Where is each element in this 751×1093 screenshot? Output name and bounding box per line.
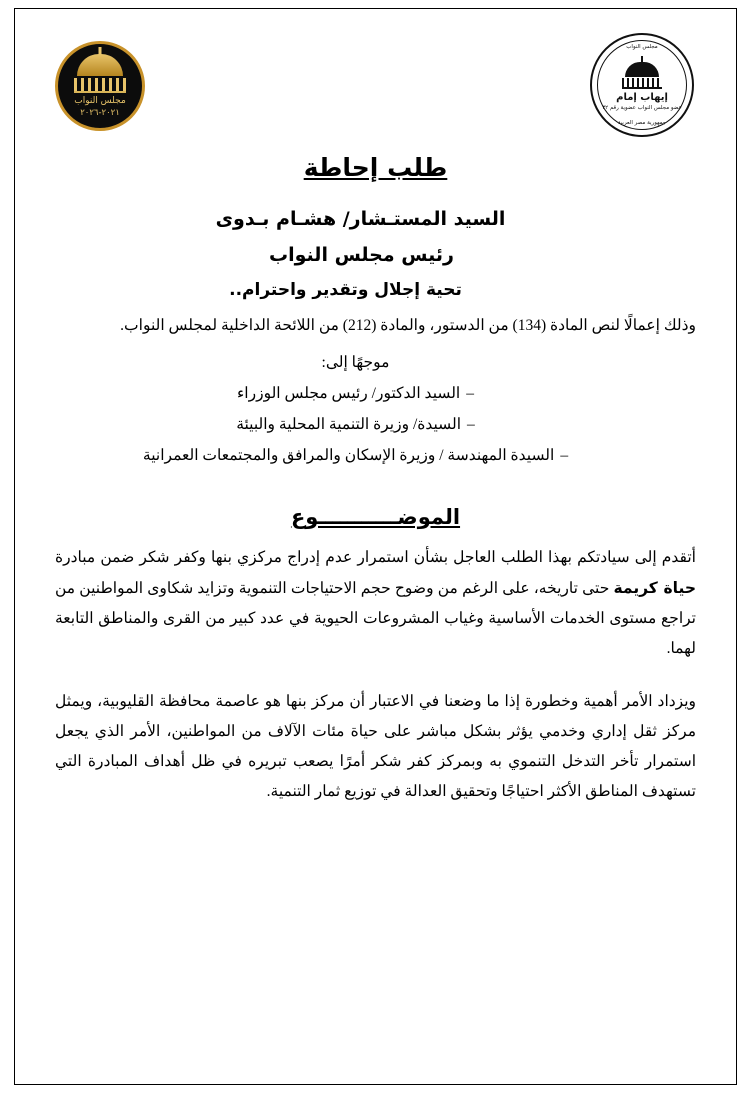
subject-heading: الموضـــــــــــوع	[290, 504, 461, 529]
member-stamp-seal-icon	[590, 33, 694, 137]
columns-shape	[622, 78, 662, 89]
body-paragraph-1	[55, 543, 696, 665]
dome-shape	[77, 54, 123, 76]
page-title: طلب إحاطة	[303, 153, 448, 182]
columns-shape	[74, 78, 126, 93]
seal-left-line1: مجلس النواب	[74, 96, 126, 106]
bullet-dash-icon: –	[467, 415, 475, 433]
parliament-gold-seal-icon	[55, 41, 145, 131]
document-header	[55, 31, 696, 137]
dome-shape	[625, 62, 659, 77]
bullet-dash-icon: –	[560, 446, 569, 464]
document-page	[14, 8, 737, 1085]
greeting-line: تحية إجلال وتقدير واحترام..	[229, 280, 462, 300]
document-content	[15, 9, 736, 1084]
paragraph-1-part-b: حتى تاريخه، على الرغم من وضوح حجم الاحتياجات التنموية وتزايد شكاوى المواطنين من تراجع مستوى الخدمات الأساسية وغياب المشروعات الحيوية في عدد كبير من القرى والمناطق التابعة لهما.	[55, 579, 696, 658]
bullet-dash-icon: –	[466, 384, 474, 402]
recipient-label: السيد الدكتور/ رئيس مجلس الوزراء	[237, 384, 461, 402]
seal-right-sub-lines: عضو مجلس النواب عضوية رقم ٣٢	[602, 105, 682, 112]
legal-reference-text: وذلك إعمالًا لنص المادة (134) من الدستور، والمادة (212) من اللائحة الداخلية لمجلس النواب.	[120, 317, 696, 334]
recipient-label: السيدة المهندسة / وزيرة الإسكان والمرافق والمجتمعات العمرانية	[142, 446, 555, 464]
recipient-label: السيدة/ وزيرة التنمية المحلية والبيئة	[236, 415, 462, 433]
addressee-line-1: السيد المستـشار/ هشـام بـدوى	[215, 208, 506, 230]
seal-right-ring-bottom: جمهورية مصر العربية	[617, 120, 667, 126]
seal-right-member-name: إيهاب إمام	[616, 92, 668, 104]
directed-to-label: موجهًا إلى:	[321, 353, 390, 371]
paragraph-1-part-a: أتقدم إلى سيادتكم بهذا الطلب العاجل بشأن استمرار عدم إدراج مركزي بنها وكفر شكر ضمن مبادرة	[55, 548, 696, 566]
addressee-block	[55, 208, 696, 300]
list-item	[55, 378, 696, 409]
seal-right-ring-top: مجلس النواب	[626, 44, 658, 50]
recipients-list	[55, 378, 696, 471]
addressee-line-2: رئيس مجلس النواب	[269, 244, 454, 266]
seal-left-line2: ٢٠٢١-٢٠٢٦	[80, 108, 120, 118]
list-item	[55, 440, 696, 471]
paragraph-1-bold-term: حياة كريمة	[613, 578, 696, 597]
list-item	[55, 409, 696, 440]
body-paragraph-2: ويزداد الأمر أهمية وخطورة إذا ما وضعنا في الاعتبار أن مركز بنها هو عاصمة محافظة القليوبية، ويمثل مركز ثقل إداري وخدمي يؤثر بشكل مباشر على حياة مئات الآلاف من المواطنين، الأمر الذي يجعل استمرار تأخر التدخل التنموي به وبمركز كفر شكر أمرًا يصعب تبريره في ظل أهداف المبادرة التي تستهدف المناطق الأكثر احتياجًا وتحقيق العدالة في توزيع ثمار التنمية.	[55, 692, 696, 801]
